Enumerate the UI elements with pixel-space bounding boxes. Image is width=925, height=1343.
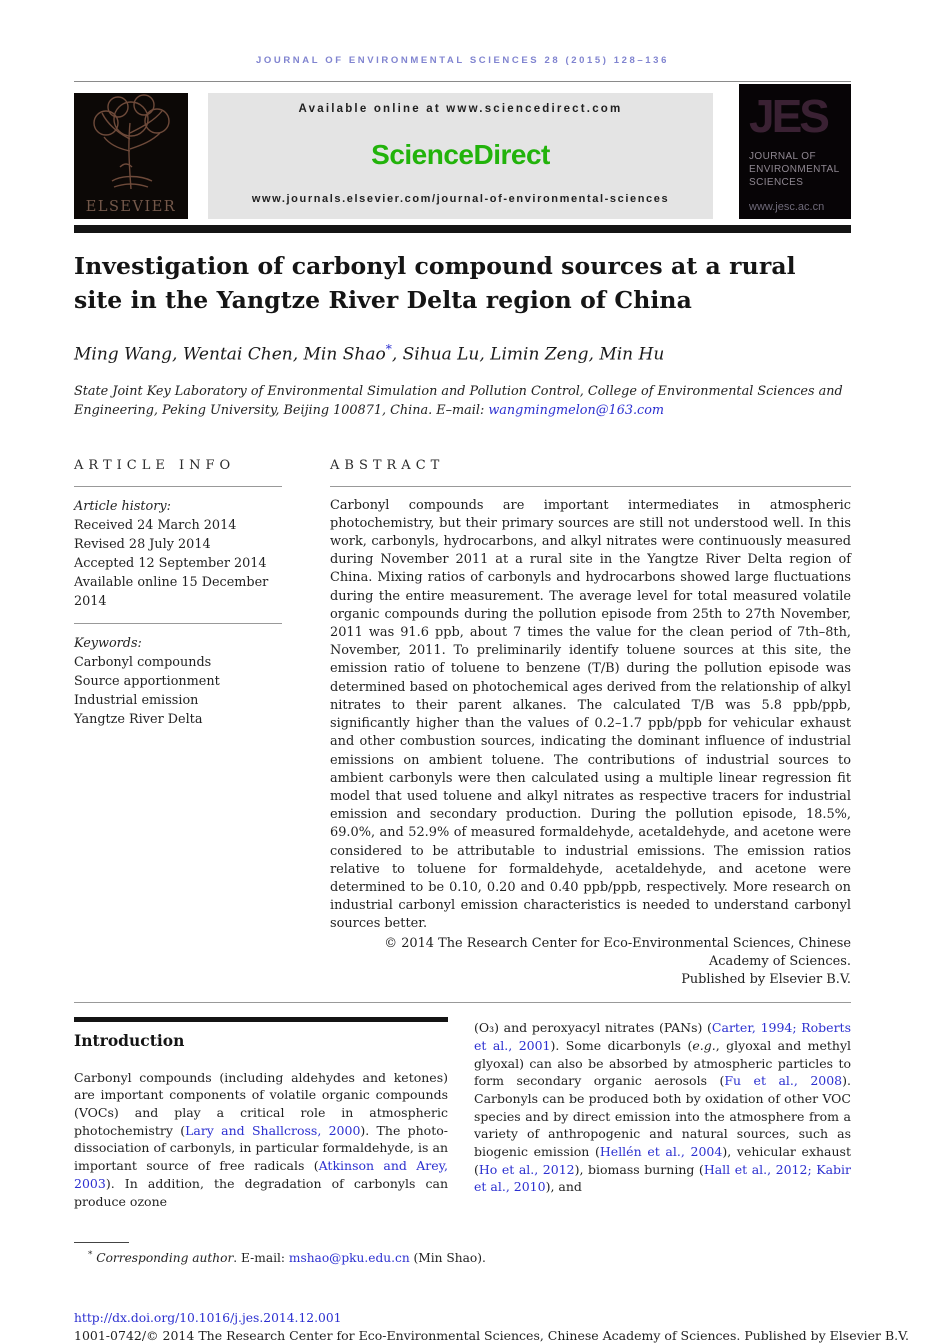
keyword-item: Industrial emission [74, 692, 199, 708]
journal-elsevier-url[interactable]: www.journals.elsevier.com/journal-of-environmental-sciences [251, 193, 670, 205]
text-segment: , glyoxal and methyl glyoxal) can also be absorbed by atmospheric particles to form secondary organic aerosols ( [474, 1037, 852, 1089]
text-segment: Ming Wang, Wentai Chen, Min Shao [74, 344, 386, 365]
footnote-rule [74, 1242, 129, 1243]
introduction-heading-bar [74, 1017, 448, 1022]
keyword-item: Carbonyl compounds [74, 654, 212, 670]
elsevier-wordmark: ELSEVIER [85, 199, 177, 215]
sciencedirect-panel [208, 93, 713, 219]
keyword-item: Source apportionment [74, 673, 220, 689]
abstract-column [330, 458, 851, 989]
inline-link[interactable]: Lary and Shallcross, 2000 [185, 1122, 361, 1138]
corresponding-author-footnote [88, 1250, 925, 1265]
header-rule [74, 81, 851, 82]
intro-paragraph-right [474, 1019, 851, 1196]
text-segment: , Sihua Lu, Limin Zeng, Min Hu [391, 344, 665, 365]
abstract-bottom-rule [74, 1002, 851, 1003]
article-history-list [74, 516, 282, 611]
abstract-published-by: Published by Elsevier B.V. [681, 971, 851, 987]
abstract-rule [330, 486, 851, 487]
abstract-text: Carbonyl compounds are important intermediates in atmospheric photochemistry, but their primary sources are still not understood well. In this work, carbonyls, hydrocarbons, and alkyl nitrates were continuously measured during November 2011 at a rural site in the Yangtze River Delta region of China. Mixing ratios of carbonyls and hydrocarbons showed large fluctuations during the entire measurement. The average level for total measured volatile organic compounds during the pollution episode from 25th to 27th November, 2011 was 91.6 ppb, about 7 times the value for the clean period of 7th–8th, November, 2011. To preliminarily identify toluene sources at this site, the emission ratio of toluene to benzene (T/B) during the pollution episode was determined based on photochemical ages derived from the relationship of alkyl nitrates to their parent alkanes. The calculated T/B was 5.8 ppb/ppb, significantly higher than the values of 0.2–1.7 ppb/ppb for vehicular exhaust and other combustion sources, indicating the dominant influence of industrial emissions on ambient toluene. The contributions of industrial sources to ambient carbonyls were then calculated using a multiple linear regression fit model that used toluene and alkyl nitrates as respective tracers for industrial emission and secondary production. During the pollution episode, 18.5%, 69.0%, and 52.9% of measured formaldehyde, acetaldehyde, and acetone were considered to be attributable to industrial emissions. The emission ratios relative to toluene for formaldehyde, acetaldehyde, and acetone were determined to be 0.10, 0.20 and 0.40 ppb/ppb, respectively. More research on industrial carbonyl emission characteristics is needed to understand carbonyl sources better. [330, 497, 851, 932]
intro-paragraph-left [74, 1069, 448, 1211]
inline-link[interactable]: Atkinson and Arey, 2003 [74, 1158, 449, 1191]
article-history-item: Accepted 12 September 2014 [74, 555, 267, 571]
keywords-list [74, 653, 282, 729]
jes-website-url: www.jesc.ac.cn [749, 201, 825, 213]
journal-header-line: JOURNAL OF ENVIRONMENTAL SCIENCES 28 (2015) 128–136 [256, 55, 669, 66]
inline-link[interactable]: wangmingmelon@163.com [488, 403, 665, 419]
jes-acronym: JES [749, 90, 827, 142]
jes-cover-logo[interactable] [739, 84, 851, 219]
affiliation-line [74, 382, 851, 421]
jes-name-line: JOURNAL OF [749, 151, 816, 162]
text-segment: (O₃) and peroxyacyl nitrates (PANs) ( [474, 1020, 712, 1036]
inline-link[interactable]: Hellén et al., 2004 [599, 1144, 723, 1160]
page-title: Investigation of carbonyl compound sources at a rural site in the Yangtze River Delta region of China [74, 252, 796, 314]
text-segment: Carbonyl compounds (including aldehydes and ketones) are important components of volatile organic compounds (VOCs) and play a critical role in atmospheric photochemistry ( [74, 1069, 448, 1138]
article-info-heading: ARTICLE INFO [74, 457, 236, 473]
doi-link[interactable]: http://dx.doi.org/10.1016/j.jes.2014.12.001 [74, 1311, 342, 1326]
article-info-rule [74, 486, 282, 487]
text-segment: * [88, 1250, 93, 1261]
publisher-banner [74, 90, 851, 219]
title-divider-bar [74, 225, 851, 233]
introduction-heading: Introduction [74, 1030, 185, 1050]
inline-link[interactable]: * [385, 342, 392, 356]
jes-name-line: ENVIRONMENTAL [749, 164, 840, 175]
keyword-item: Yangtze River Delta [74, 711, 203, 727]
info-abstract-section [74, 458, 851, 989]
article-info-column [74, 458, 282, 989]
abstract-copyright: © 2014 The Research Center for Eco-Environmental Sciences, Chinese Academy of Sciences. [384, 935, 851, 969]
article-history-item: Available online 15 December 2014 [74, 574, 269, 609]
text-segment: e.g. [692, 1037, 716, 1053]
keywords-rule [74, 623, 282, 624]
text-segment: ). Some dicarbonyls ( [550, 1037, 693, 1053]
article-history-item: Revised 28 July 2014 [74, 536, 211, 552]
intro-left-column [74, 1017, 448, 1210]
intro-right-column [474, 1017, 851, 1210]
introduction-section [74, 1017, 851, 1210]
elsevier-logo[interactable] [74, 93, 188, 219]
inline-link[interactable]: Hall et al., 2012; Kabir et al., 2010 [474, 1161, 851, 1195]
text-segment: . E-mail: [233, 1251, 289, 1266]
text-segment: ). Carbonyls can be produced both by oxidation of other VOC species and by direct emission into the atmosphere from a variety of anthropogenic and natural sources, such as biogenic emission ( [474, 1073, 851, 1160]
keywords-label: Keywords: [74, 635, 142, 651]
text-segment: (Min Shao). [409, 1251, 486, 1266]
text-segment: ), vehicular exhaust ( [474, 1144, 851, 1177]
issn-copyright-line: 1001-0742/© 2014 The Research Center for Eco-Environmental Sciences, Chinese Academy of Sciences. Published by Elsevier B.V. [74, 1328, 909, 1343]
text-segment: ), biomass burning ( [574, 1161, 704, 1177]
inline-link[interactable]: Carter, 1994; Roberts et al., 2001 [474, 1020, 851, 1053]
article-history-label: Article history: [74, 498, 171, 514]
jes-name-line: SCIENCES [749, 177, 804, 188]
text-segment: ), and [545, 1179, 582, 1195]
available-online-text: Available online at www.sciencedirect.com [298, 103, 623, 115]
abstract-heading: ABSTRACT [330, 457, 445, 473]
inline-link[interactable]: Ho et al., 2012 [478, 1161, 575, 1177]
article-history-item: Received 24 March 2014 [74, 517, 237, 533]
sciencedirect-logo[interactable]: ScienceDirect [371, 139, 550, 170]
text-segment: ). In addition, the degradation of carbonyls can produce ozone [74, 1175, 448, 1209]
inline-link[interactable]: Fu et al., 2008 [724, 1073, 843, 1089]
jes-journal-name [749, 150, 841, 189]
text-segment: ). The photo-dissociation of carbonyls, in particular formaldehyde, is an important source of free radicals ( [74, 1122, 448, 1174]
text-segment: Corresponding author [96, 1251, 234, 1266]
author-list [74, 342, 851, 365]
text-segment: State Joint Key Laboratory of Environmental Simulation and Pollution Control, College of Environmental Sciences and Engineering, Peking University, Beijing 100871, China. E–mail: [74, 383, 843, 419]
inline-link[interactable]: mshao@pku.edu.cn [288, 1251, 410, 1266]
